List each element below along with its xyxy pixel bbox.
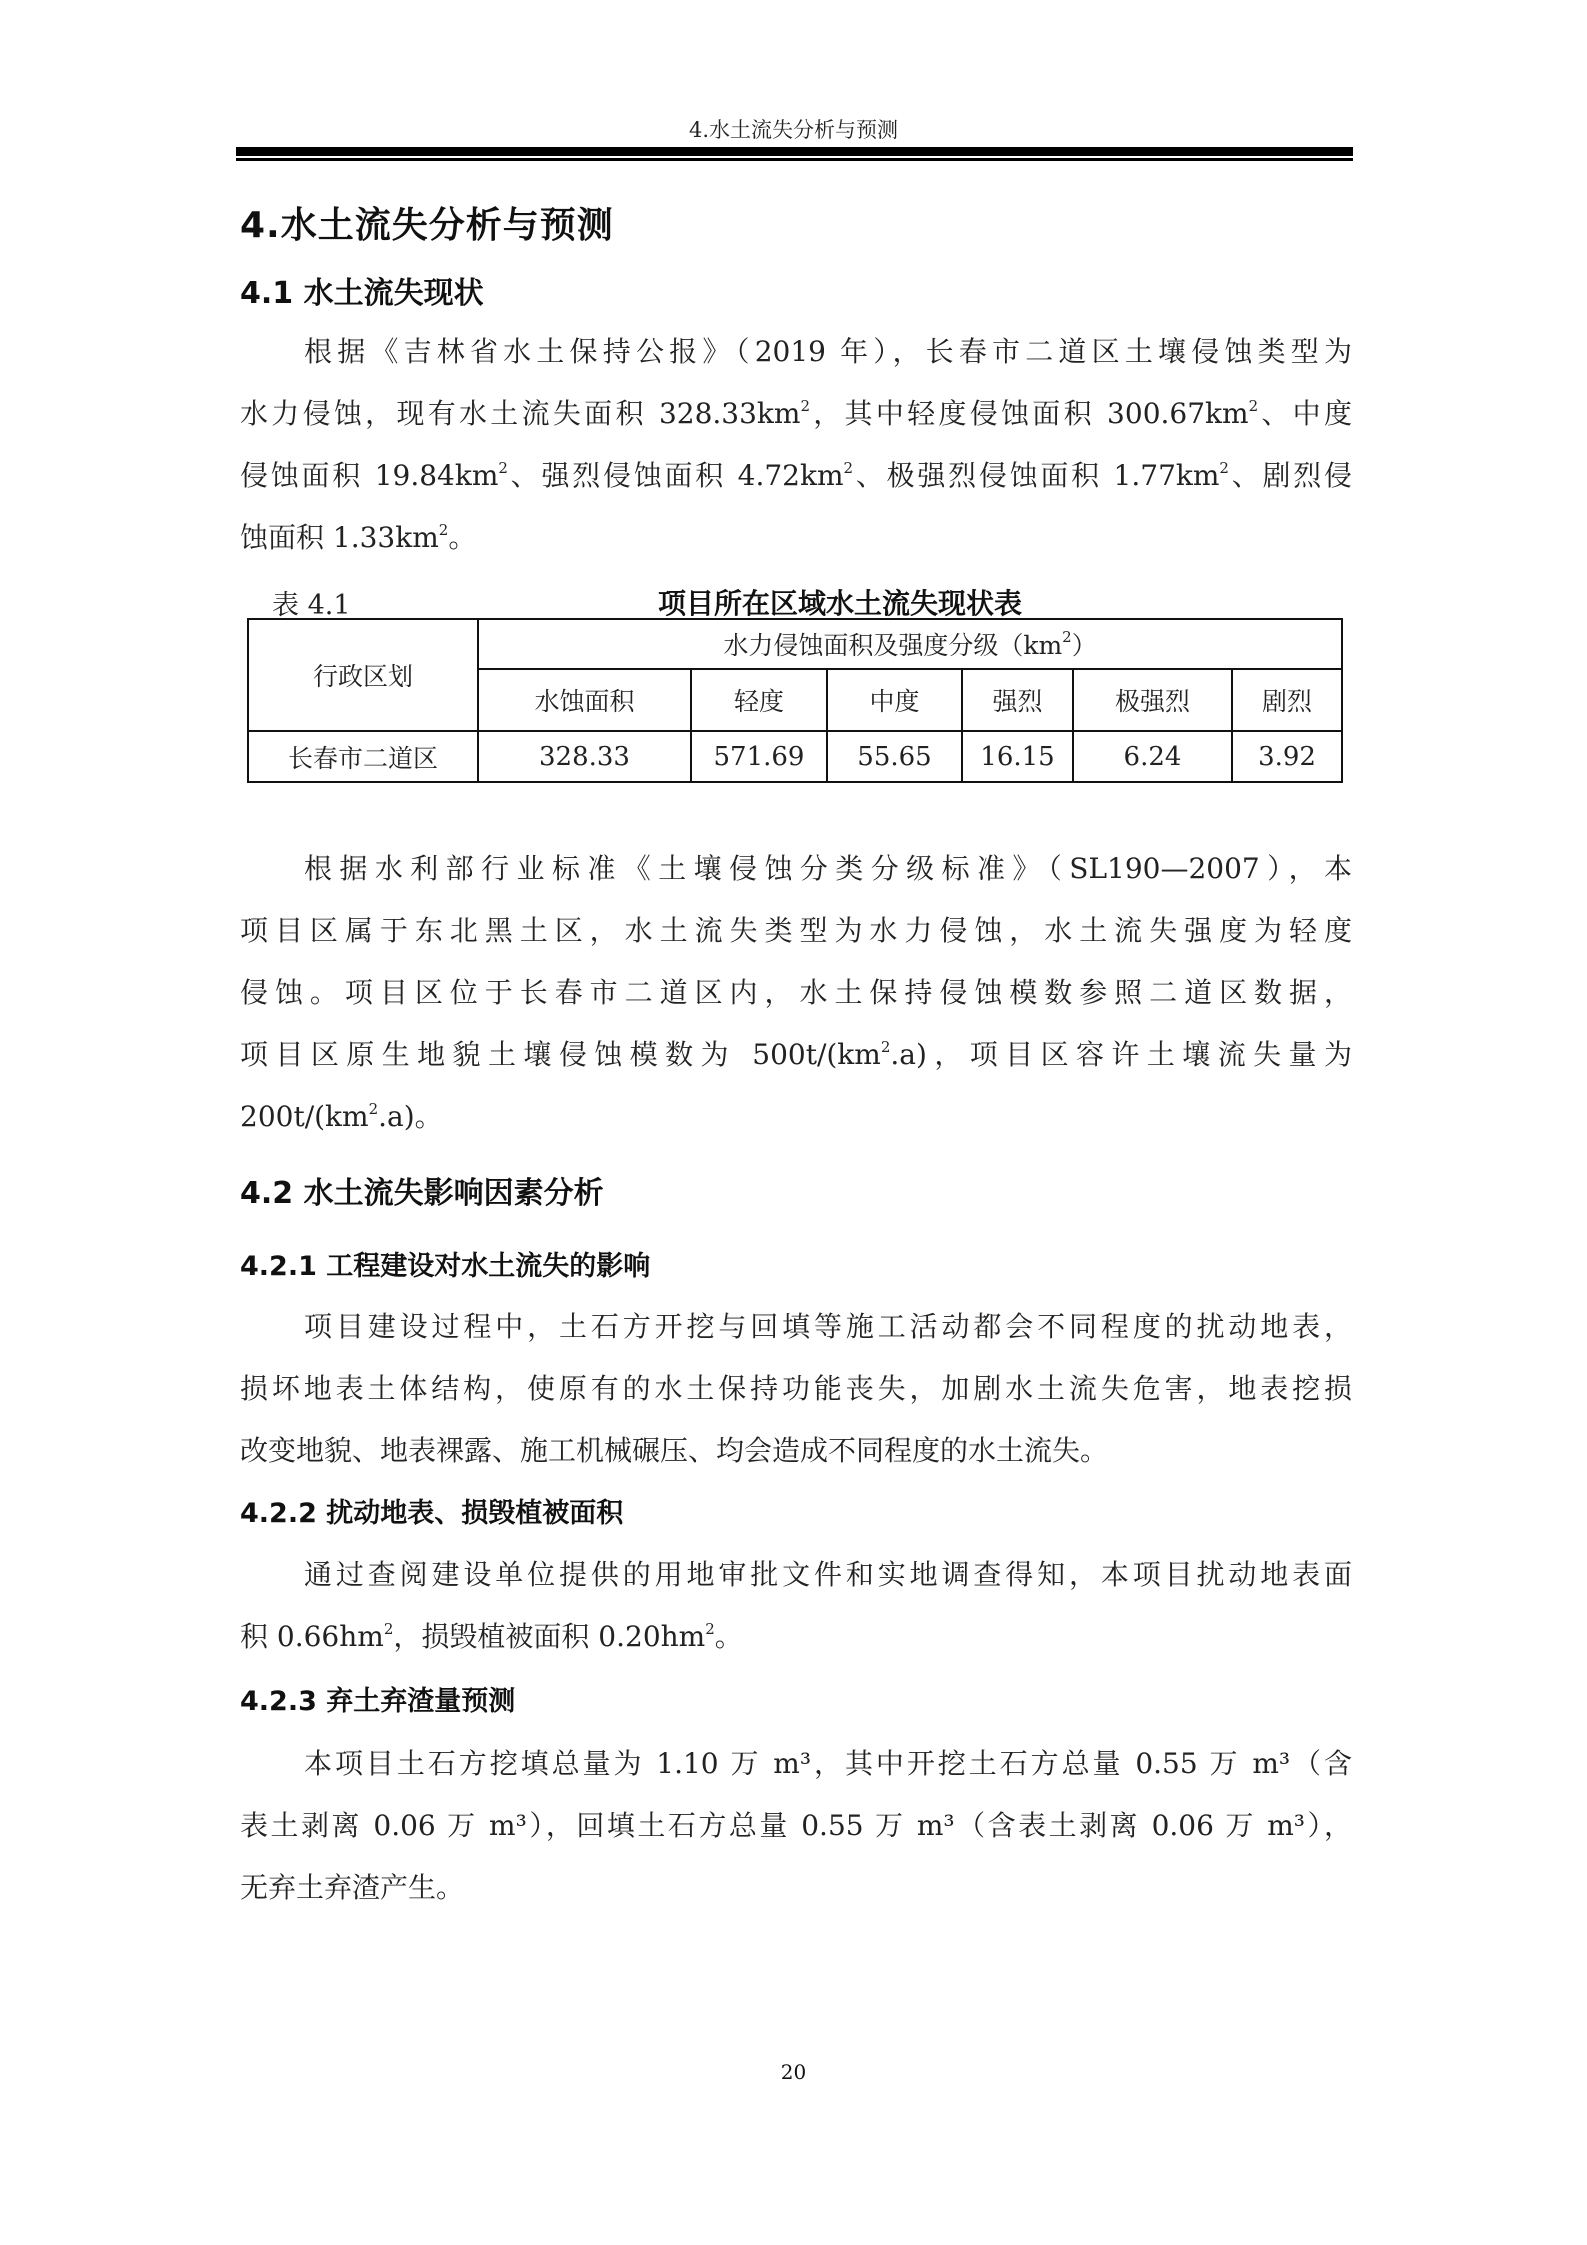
row-region: 长春市二道区 [248,731,478,782]
column-header: 中度 [827,669,962,731]
para-line: 通过查阅建设单位提供的用地审批文件和实地调查得知，本项目扰动地表面 [304,1558,1352,1591]
para-line [240,392,1352,432]
table-row [248,731,1342,782]
table-cell: 328.33 [478,731,691,782]
column-header: 强烈 [962,669,1073,731]
table-cell: 6.24 [1073,731,1232,782]
text: 侵蚀面积 19.84km [240,459,499,492]
para-line: 项目建设过程中，土石方开挖与回填等施工活动都会不同程度的扰动地表， [304,1310,1352,1343]
text: .a)，项目区容许土壤流失量为 [890,1038,1352,1071]
superscript: 2 [1062,628,1072,646]
superscript: 2 [705,1620,715,1638]
table-cell: 571.69 [691,731,827,782]
section-title-4-1: 4.1 水土流失现状 [240,276,484,311]
text: 、中度 [1258,397,1352,430]
column-header: 水蚀面积 [478,669,691,731]
para-line [240,1033,1352,1073]
header-rule-thin [236,158,1353,161]
para-line: 根据水利部行业标准《土壤侵蚀分类分级标准》（SL190—2007），本 [304,852,1352,885]
section-title-4-2: 4.2 水土流失影响因素分析 [240,1176,604,1211]
para-line [240,454,1352,494]
para-line [240,1095,1352,1135]
para-line: 改变地貌、地表裸露、施工机械碾压、均会造成不同程度的水土流失。 [240,1434,1109,1467]
header-rule-thick [236,147,1353,156]
para-line: 项目区属于东北黑土区，水土流失类型为水力侵蚀，水土流失强度为轻度 [240,914,1352,947]
superscript: 2 [1248,397,1259,415]
text: 200t/(km [240,1100,369,1133]
table-cell: 16.15 [962,731,1073,782]
table-caption-number: 表 4.1 [272,590,351,621]
text: 。 [448,521,477,554]
para-line: 损坏地表土体结构，使原有的水土保持功能丧失，加剧水土流失危害，地表挖损 [240,1372,1352,1405]
text: 。 [714,1620,743,1653]
header-group [478,619,1342,669]
header-region: 行政区划 [248,619,478,731]
chapter-title: 4.水土流失分析与预测 [240,205,614,246]
superscript: 2 [368,1100,379,1118]
text: 水力侵蚀面积及强度分级（km [723,631,1063,660]
text: 积 0.66hm [240,1620,384,1653]
text: 蚀面积 1.33km [240,521,439,554]
column-header: 轻度 [691,669,827,731]
text: 水力侵蚀，现有水土流失面积 328.33km [240,397,801,430]
running-header: 4.水土流失分析与预测 [688,118,899,142]
erosion-status-table [247,618,1343,783]
text: 、剧烈侵 [1228,459,1353,492]
page-number: 20 [780,2060,807,2084]
para-line: 表土剥离 0.06 万 m³），回填土石方总量 0.55 万 m³（含表土剥离 0.06 万 m³）， [240,1809,1352,1842]
text: ） [1071,631,1097,660]
para-line: 根据《吉林省水土保持公报》（2019 年），长春市二道区土壤侵蚀类型为 [304,335,1352,368]
column-header: 剧烈 [1232,669,1342,731]
text: ，损毁植被面积 0.20hm [393,1620,706,1653]
subsection-title-4-2-1: 4.2.1 工程建设对水土流失的影响 [240,1251,651,1282]
subsection-title-4-2-3: 4.2.3 弃土弃渣量预测 [240,1686,516,1717]
para-line [240,1615,1352,1655]
column-header: 极强烈 [1073,669,1232,731]
table-cell: 3.92 [1232,731,1342,782]
table-cell: 55.65 [827,731,962,782]
superscript: 2 [800,397,810,415]
text: 项目区原生地貌土壤侵蚀模数为 500t/(km [240,1038,881,1071]
superscript: 2 [880,1038,891,1056]
text: .a)。 [378,1100,443,1133]
text: 、极强烈侵蚀面积 1.77km [853,459,1220,492]
superscript: 2 [498,459,508,477]
superscript: 2 [843,459,854,477]
superscript: 2 [383,1620,394,1638]
superscript: 2 [438,521,449,539]
table-caption-title: 项目所在区域水土流失现状表 [657,587,1022,620]
text: ，其中轻度侵蚀面积 300.67km [809,397,1249,430]
para-line: 本项目土石方挖填总量为 1.10 万 m³，其中开挖土石方总量 0.55 万 m³（含 [304,1747,1352,1780]
para-line: 无弃土弃渣产生。 [240,1871,465,1904]
subsection-title-4-2-2: 4.2.2 扰动地表、损毁植被面积 [240,1498,624,1529]
para-line [240,516,1352,556]
para-line: 侵蚀。项目区位于长春市二道区内，水土保持侵蚀模数参照二道区数据， [240,976,1352,1009]
text: 、强烈侵蚀面积 4.72km [507,459,844,492]
superscript: 2 [1219,459,1229,477]
